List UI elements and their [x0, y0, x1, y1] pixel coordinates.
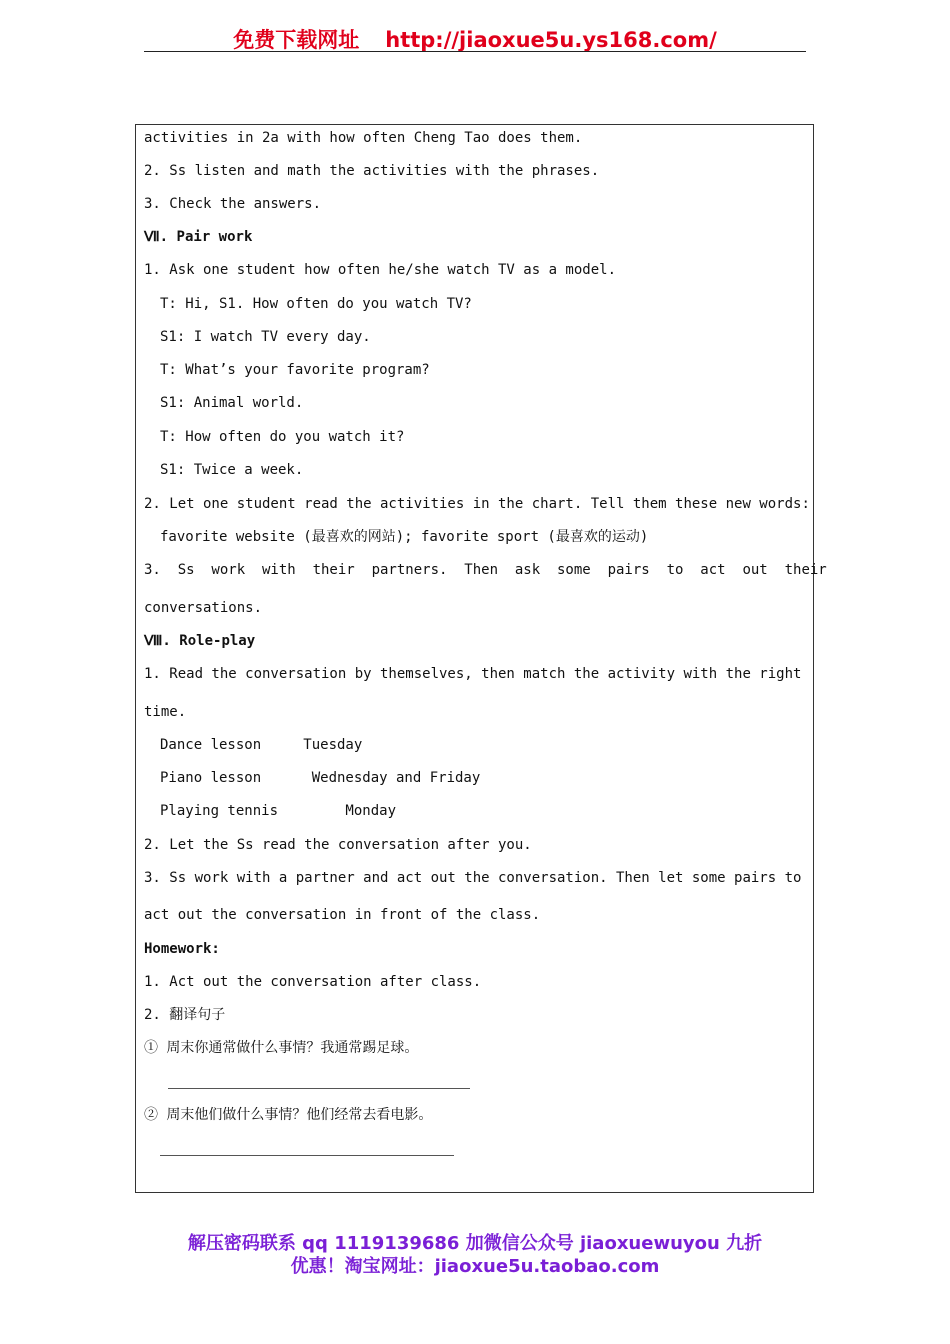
page-header: [144, 24, 806, 54]
answer-blank-line[interactable]: [168, 1088, 470, 1089]
translation-prompt: ② 周末他们做什么事情？他们经常去看电影。: [144, 1107, 433, 1123]
dialogue-line: S1: I watch TV every day.: [160, 329, 371, 345]
text-line: conversations.: [144, 600, 263, 616]
text-line: time.: [144, 704, 187, 720]
translation-prompt: ① 周末你通常做什么事情？我通常踢足球。: [144, 1040, 419, 1056]
text-line: 1. Read the conversation by themselves, then match the activity with the right: [144, 666, 802, 682]
header-url[interactable]: http://jiaoxue5u.ys168.com/: [385, 28, 717, 52]
text-line: 2. Let one student read the activities in the chart. Tell them these new words:: [144, 496, 810, 512]
text-line: 1. Ask one student how often he/she watch TV as a model.: [144, 262, 617, 278]
text-line: activities in 2a with how often Cheng Tao does them.: [144, 130, 583, 146]
section-heading-role-play: Ⅷ. Role-play: [144, 633, 256, 649]
schedule-row: Piano lesson Wednesday and Friday: [160, 770, 481, 786]
text-line: 2. Let the Ss read the conversation after you.: [144, 837, 532, 853]
dialogue-line: S1: Twice a week.: [160, 462, 304, 478]
text-line: favorite website (最喜欢的网站); favorite sport (最喜欢的运动): [160, 529, 649, 545]
section-heading-homework: Homework:: [144, 941, 220, 957]
text-line: 2. 翻译句子: [144, 1007, 226, 1023]
text-line: 3. Ss work with a partner and act out the conversation. Then let some pairs to: [144, 870, 802, 886]
header-divider: [144, 51, 806, 52]
dialogue-line: S1: Animal world.: [160, 395, 304, 411]
dialogue-line: T: Hi, S1. How often do you watch TV?: [160, 296, 472, 312]
text-line: 3. Ss work with their partners. Then ask some pairs to act out their: [144, 562, 827, 578]
section-heading-pair-work: Ⅶ. Pair work: [144, 229, 253, 245]
text-line: 1. Act out the conversation after class.: [144, 974, 482, 990]
header-label: 免费下载网址: [233, 28, 360, 52]
lesson-table-cell: [135, 124, 827, 1193]
schedule-row: Playing tennis Monday: [160, 803, 397, 819]
footer-line-2: 优惠！淘宝网址：jiaoxue5u.taobao.com: [290, 1256, 660, 1277]
text-line: 2. Ss listen and math the activities with the phrases.: [144, 163, 600, 179]
dialogue-line: T: How often do you watch it?: [160, 429, 405, 445]
answer-blank-line[interactable]: [160, 1155, 454, 1156]
schedule-row: Dance lesson Tuesday: [160, 737, 363, 753]
text-line: act out the conversation in front of the class.: [144, 907, 541, 923]
dialogue-line: T: What’s your favorite program?: [160, 362, 430, 378]
footer-line-1: 解压密码联系 qq 1119139686 加微信公众号 jiaoxuewuyou 九折: [187, 1233, 763, 1254]
text-line: 3. Check the answers.: [144, 196, 322, 212]
